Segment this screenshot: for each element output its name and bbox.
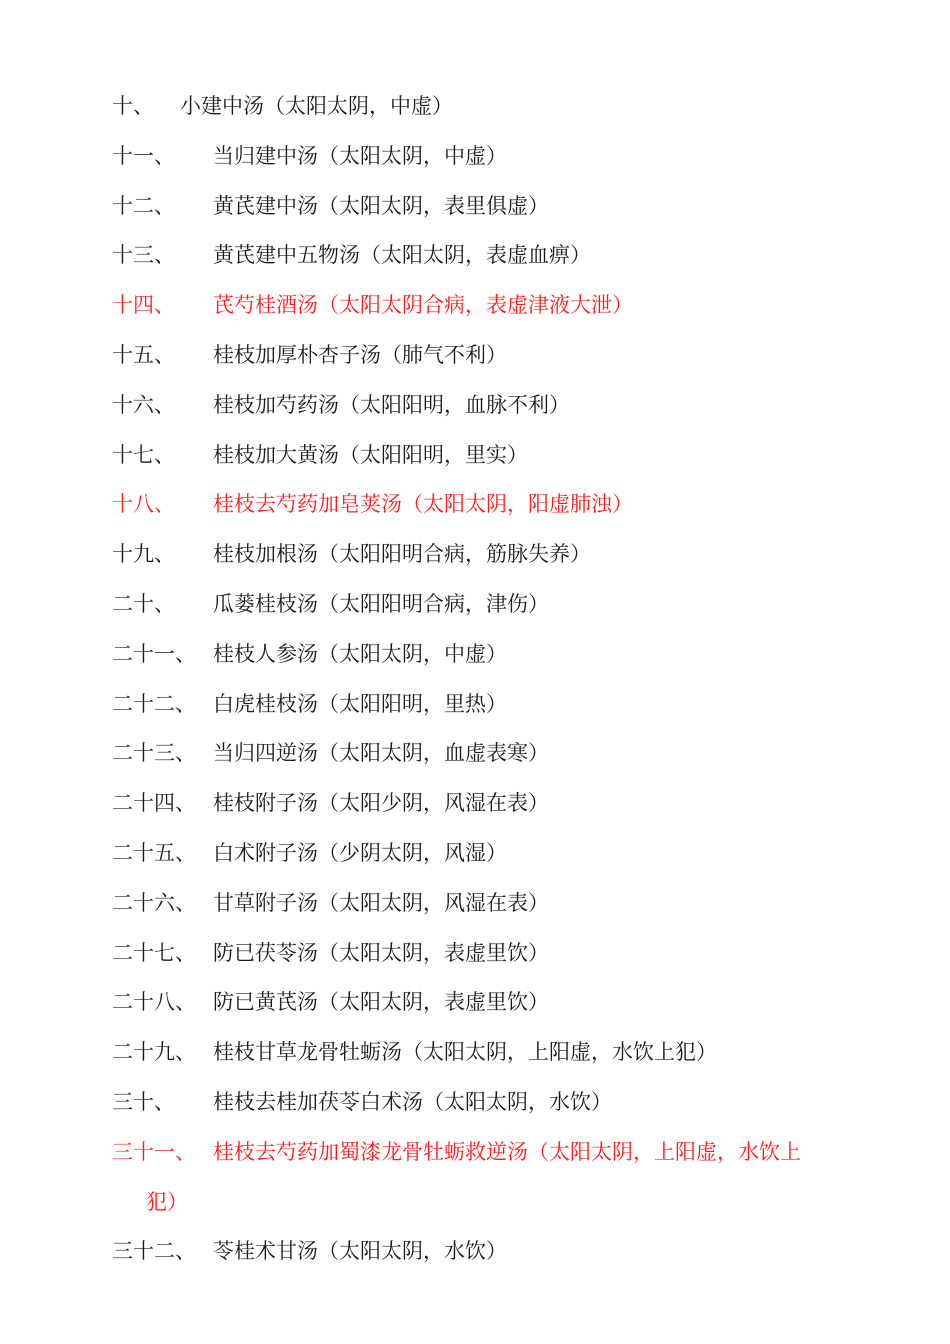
list-item-highlighted [112, 480, 902, 530]
item-number: 二十三、 [112, 741, 196, 766]
item-number: 二十一、 [112, 641, 196, 666]
item-number: 十四、 [112, 293, 175, 318]
item-number: 十八、 [112, 492, 175, 517]
list-item [112, 182, 902, 232]
list-item [112, 331, 902, 381]
list-item [112, 630, 902, 680]
item-number: 二十七、 [112, 940, 196, 965]
list-item [112, 978, 902, 1028]
list-item [112, 879, 902, 929]
item-text: 白术附子汤（少阴太阴，风湿） [213, 840, 507, 865]
item-text: 防已茯苓汤（太阳太阴，表虚里饮） [213, 940, 549, 965]
item-number: 二十六、 [112, 890, 196, 915]
list-item [112, 431, 902, 481]
list-item [112, 82, 902, 132]
item-text: 桂枝加芍药汤（太阳阳明，血脉不利） [213, 392, 570, 417]
item-text: 小建中汤（太阳太阴，中虚） [180, 94, 453, 118]
item-number: 二十四、 [112, 791, 196, 816]
list-item [112, 132, 902, 182]
item-number: 二十五、 [112, 840, 196, 865]
list-item [112, 530, 902, 580]
item-number: 三十一、 [112, 1139, 196, 1164]
item-text: 桂枝加根汤（太阳阳明合病，筋脉失养） [213, 542, 591, 567]
item-text: 桂枝甘草龙骨牡蛎汤（太阳太阴，上阳虚，水饮上犯） [213, 1040, 717, 1065]
item-number: 十九、 [112, 542, 175, 567]
list-item [112, 729, 902, 779]
item-text: 桂枝加大黄汤（太阳阳明，里实） [213, 442, 528, 467]
item-number: 二十、 [112, 591, 175, 616]
item-number: 二十八、 [112, 990, 196, 1015]
list-item [112, 929, 902, 979]
list-item [112, 231, 902, 281]
list-item [112, 779, 902, 829]
item-text: 苓桂术甘汤（太阳太阴，水饮） [213, 1239, 507, 1264]
item-text: 瓜蒌桂枝汤（太阳阳明合病，津伤） [213, 591, 549, 616]
item-number: 十七、 [112, 442, 175, 467]
item-text: 桂枝去桂加茯苓白术汤（太阳太阴，水饮） [213, 1089, 612, 1114]
item-text: 芪芍桂酒汤（太阳太阴合病，表虚津液大泄） [213, 293, 633, 318]
list-item [112, 580, 902, 630]
item-text: 当归建中汤（太阳太阴，中虚） [213, 143, 507, 168]
list-item [112, 829, 902, 879]
item-number: 二十九、 [112, 1040, 196, 1065]
list-item [112, 1028, 902, 1078]
list-item-highlighted [112, 1128, 902, 1178]
list-item [112, 680, 902, 730]
item-text: 桂枝去芍药加蜀漆龙骨牡蛎救逆汤（太阳太阴，上阳虚，水饮上 [213, 1139, 801, 1164]
item-text: 桂枝人参汤（太阳太阴，中虚） [213, 641, 507, 666]
item-text: 桂枝去芍药加皂荚汤（太阳太阴，阳虚肺浊） [213, 492, 633, 517]
item-text: 甘草附子汤（太阳太阴，风湿在表） [213, 890, 549, 915]
item-number: 十、 [112, 94, 154, 118]
item-number: 十六、 [112, 392, 175, 417]
item-number: 十五、 [112, 342, 175, 367]
item-number: 三十二、 [112, 1239, 196, 1264]
item-text: 桂枝附子汤（太阳少阴，风湿在表） [213, 791, 549, 816]
list-item [112, 381, 902, 431]
item-text: 白虎桂枝汤（太阳阳明，里热） [213, 691, 507, 716]
formula-list [112, 82, 902, 1277]
item-text: 防已黄芪汤（太阳太阴，表虚里饮） [213, 990, 549, 1015]
item-number: 十三、 [112, 243, 175, 268]
item-text: 黄芪建中五物汤（太阳太阴，表虚血痹） [213, 243, 591, 268]
item-number: 二十二、 [112, 691, 196, 716]
list-item [112, 1227, 902, 1277]
item-number: 十一、 [112, 143, 175, 168]
item-text: 桂枝加厚朴杏子汤（肺气不利） [213, 342, 507, 367]
item-number: 三十、 [112, 1089, 175, 1114]
item-text: 黄芪建中汤（太阳太阴，表里俱虚） [213, 193, 549, 218]
list-item-highlighted [112, 281, 902, 331]
item-number: 十二、 [112, 193, 175, 218]
item-text-continuation: 犯） [146, 1189, 188, 1214]
list-item [112, 1078, 902, 1128]
item-text: 当归四逆汤（太阳太阴，血虚表寒） [213, 741, 549, 766]
